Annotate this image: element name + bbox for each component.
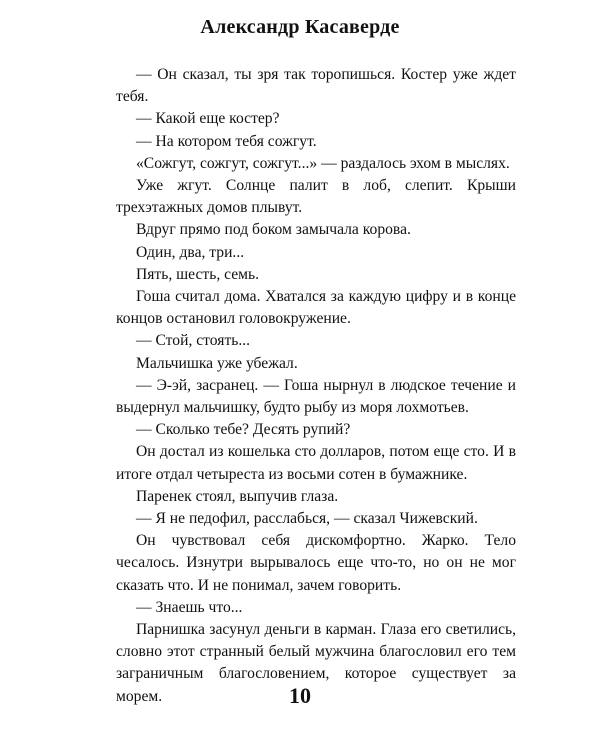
paragraph: Он достал из кошелька сто долларов, потом еще сто. И в итоге отдал четыреста из восьми сотен в бумажнике. [116,443,516,483]
paragraph: — Э-эй, засранец. — Гоша нырнул в людское течение и выдернул мальчишку, будто рыбу из моря лохмотьев. [116,376,516,417]
paragraph: — На котором тебя сожгут. [136,132,317,150]
paragraph: Пять, шесть, семь. [136,265,260,283]
paragraph: Он чувствовал себя дискомфортно. Жарко. Тело чесалось. Изнутри вырывалось еще что-то, но он не мог сказать что. И не понимал, зачем говорить. [116,532,516,594]
paragraph: — Он сказал, ты зря так торопишься. Костер уже ждет тебя. [116,66,516,106]
running-header-author: Александр Касаверде [200,16,400,38]
paragraph: Один, два, три... [136,243,245,261]
paragraph: Уже жгут. Солнце палит в лоб, слепит. Крыши трехэтажных домов плывут. [116,177,516,217]
paragraph: — Знаешь что... [136,598,243,616]
page-body-text [116,64,516,708]
paragraph: Вдруг прямо под боком замычала корова. [136,221,411,239]
paragraph: Парнишка засунул деньги в карман. Глаза его светились, словно этот странный белый мужчина благословил его тем заграничным благословением, которое существует за морем. [116,621,516,705]
paragraph: Паренек стоял, выпучив глаза. [136,487,339,505]
paragraph: «Сожгут, сожгут, сожгут...» — раздалось эхом в мыслях. [136,154,510,172]
paragraph: — Сколько тебе? Десять рупий? [136,421,351,439]
paragraph: — Какой еще костер? [136,110,280,128]
paragraph: — Стой, стоять... [136,332,251,350]
paragraph: Мальчишка уже убежал. [136,354,298,372]
page-number: 10 [289,683,311,708]
paragraph: Гоша считал дома. Хватался за каждую цифру и в конце концов остановил головокружение. [116,288,516,328]
paragraph: — Я не педофил, расслабься, — сказал Чижевский. [136,510,478,528]
